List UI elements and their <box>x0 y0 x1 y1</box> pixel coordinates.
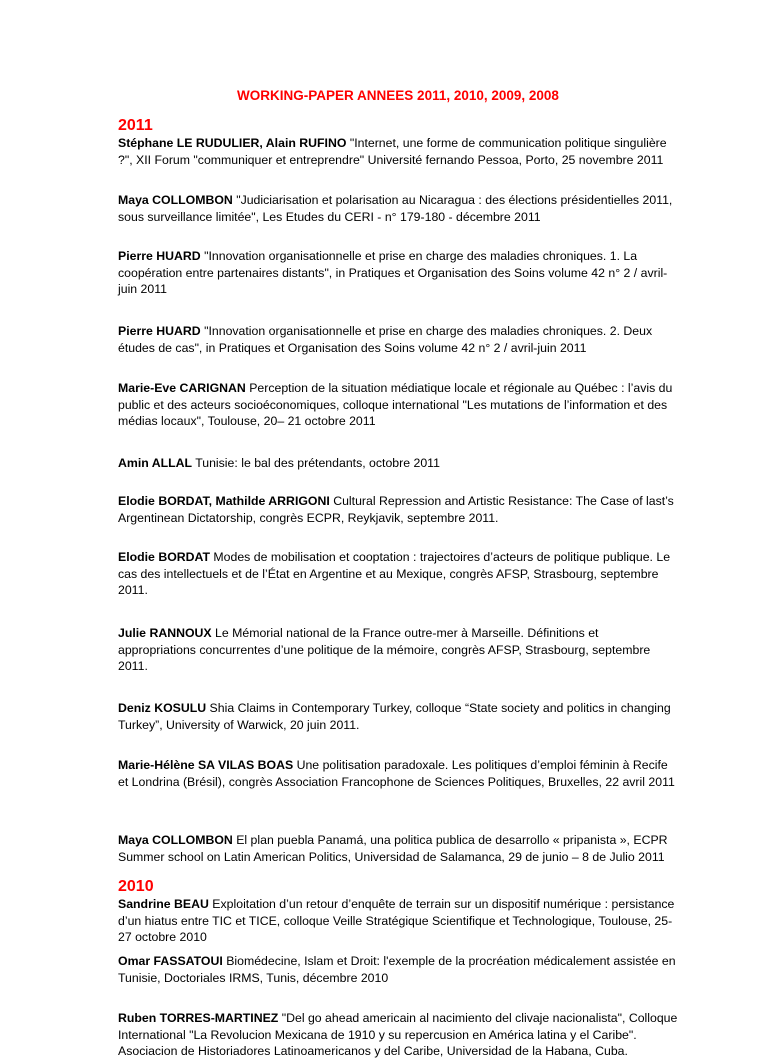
publication-entry <box>118 192 678 225</box>
entry-author: Maya COLLOMBON <box>118 193 233 207</box>
entry-author: Deniz KOSULU <box>118 701 207 715</box>
entry-text: Modes de mobilisation et cooptation : trajectoires d’acteurs de politique publique. Le cas des intellectuels et de l’État en Argentine et au Mexique, congrès AFSP, Strasbourg, septembre 2011. <box>118 550 671 598</box>
entry-author: Amin ALLAL <box>118 456 192 470</box>
entry-text: Tunisie: le bal des prétendants, octobre 2011 <box>192 456 440 470</box>
entry-author: Ruben TORRES-MARTINEZ <box>118 1011 279 1025</box>
publication-entry <box>118 757 678 790</box>
entry-text: "Internet, une forme de communication politique singulière ?", XII Forum "communiquer et entreprendre" Université fernando Pessoa, Porto, 25 novembre 2011 <box>118 136 667 167</box>
entry-author: Omar FASSATOUI <box>118 954 223 968</box>
entry-text: Cultural Repression and Artistic Resistance: The Case of last’s Argentinean Dictatorship, congrès ECPR, Reykjavik, septembre 2011. <box>118 494 674 525</box>
entry-text: Shia Claims in Contemporary Turkey, colloque “State society and politics in changing Turkey”, University of Warwick, 20 juin 2011. <box>118 701 671 732</box>
entry-text: Biomédecine, Islam et Droit: l'exemple de la procréation médicalement assistée en Tunisie, Doctoriales IRMS, Tunis, décembre 2010 <box>118 954 676 985</box>
entry-text: El plan puebla Panamá, una politica publica de desarrollo « pripanista », ECPR Summer school on Latin American Politics, Universidad de Salamanca, 29 de junio – 8 de Julio 2011 <box>118 833 668 864</box>
publication-entry <box>118 323 678 356</box>
entry-text: Le Mémorial national de la France outre-mer à Marseille. Définitions et appropriations concurrentes d’une politique de la mémoire, congrès AFSP, Strasbourg, septembre 2011. <box>118 626 651 674</box>
entry-author: Pierre HUARD <box>118 324 201 338</box>
entry-author: Marie-Hélène SA VILAS BOAS <box>118 758 294 772</box>
entry-text: Exploitation d’un retour d’enquête de terrain sur un dispositif numérique : persistance d’un hiatus entre TIC et TICE, colloque Veille Stratégique Scientifique et Technologique, Toulouse, 25-27 octobre 2010 <box>118 897 675 945</box>
publication-entry <box>118 896 678 946</box>
page-title: WORKING-PAPER ANNEES 2011, 2010, 2009, 2008 <box>237 88 559 103</box>
entry-text: "Del go ahead americain al nacimiento del clivaje nacionalista", Colloque International "La Revolucion Mexicana de 1910 y su repercusion en América latina y el Caribe". Asociacion de Historiadores Latinoamericanos y del Caribe, Universidad de la Habana, Cuba. <box>118 1011 678 1059</box>
entry-text: "Judiciarisation et polarisation au Nicaragua : des élections présidentielles 2011, sous surveillance limitée", Les Etudes du CERI - n° 179-180 - décembre 2011 <box>118 193 673 224</box>
publication-entry <box>118 493 678 526</box>
entry-author: Marie-Eve CARIGNAN <box>118 381 246 395</box>
publication-entry <box>118 953 678 986</box>
entry-text: "Innovation organisationnelle et prise en charge des maladies chroniques. 2. Deux études de cas", in Pratiques et Organisation des Soins volume 42 n° 2 / avril-juin 2011 <box>118 324 653 355</box>
year-heading-2011: 2011 <box>118 117 153 134</box>
publication-entry <box>118 549 678 599</box>
publication-entry <box>118 625 678 675</box>
year-heading-2010: 2010 <box>118 878 154 895</box>
publication-entry <box>118 455 678 472</box>
publication-entry <box>118 135 678 168</box>
publication-entry <box>118 832 678 865</box>
entry-author: Sandrine BEAU <box>118 897 209 911</box>
publication-entry <box>118 700 678 733</box>
entry-text: Perception de la situation médiatique locale et régionale au Québec : l’avis du public et des acteurs socioéconomiques, colloque international "Les mutations de l’information et des médias locaux", Toulouse, 20– 21 octobre 2011 <box>118 381 673 429</box>
publication-entry <box>118 1010 678 1060</box>
entry-author: Maya COLLOMBON <box>118 833 233 847</box>
entry-author: Julie RANNOUX <box>118 626 212 640</box>
publication-entry <box>118 380 678 430</box>
entry-author: Elodie BORDAT, Mathilde ARRIGONI <box>118 494 330 508</box>
entry-author: Pierre HUARD <box>118 249 201 263</box>
entry-author: Stéphane LE RUDULIER, Alain RUFINO <box>118 136 347 150</box>
entry-author: Elodie BORDAT <box>118 550 210 564</box>
entry-text: "Innovation organisationnelle et prise en charge des maladies chroniques. 1. La coopération entre partenaires distants", in Pratiques et Organisation des Soins volume 42 n° 2 / avril-juin 2011 <box>118 249 668 297</box>
entry-text: Une politisation paradoxale. Les politiques d’emploi féminin à Recife et Londrina (Brésil), congrès Association Francophone de Sciences Politiques, Bruxelles, 22 avril 2011 <box>118 758 675 789</box>
publication-entry <box>118 248 678 298</box>
